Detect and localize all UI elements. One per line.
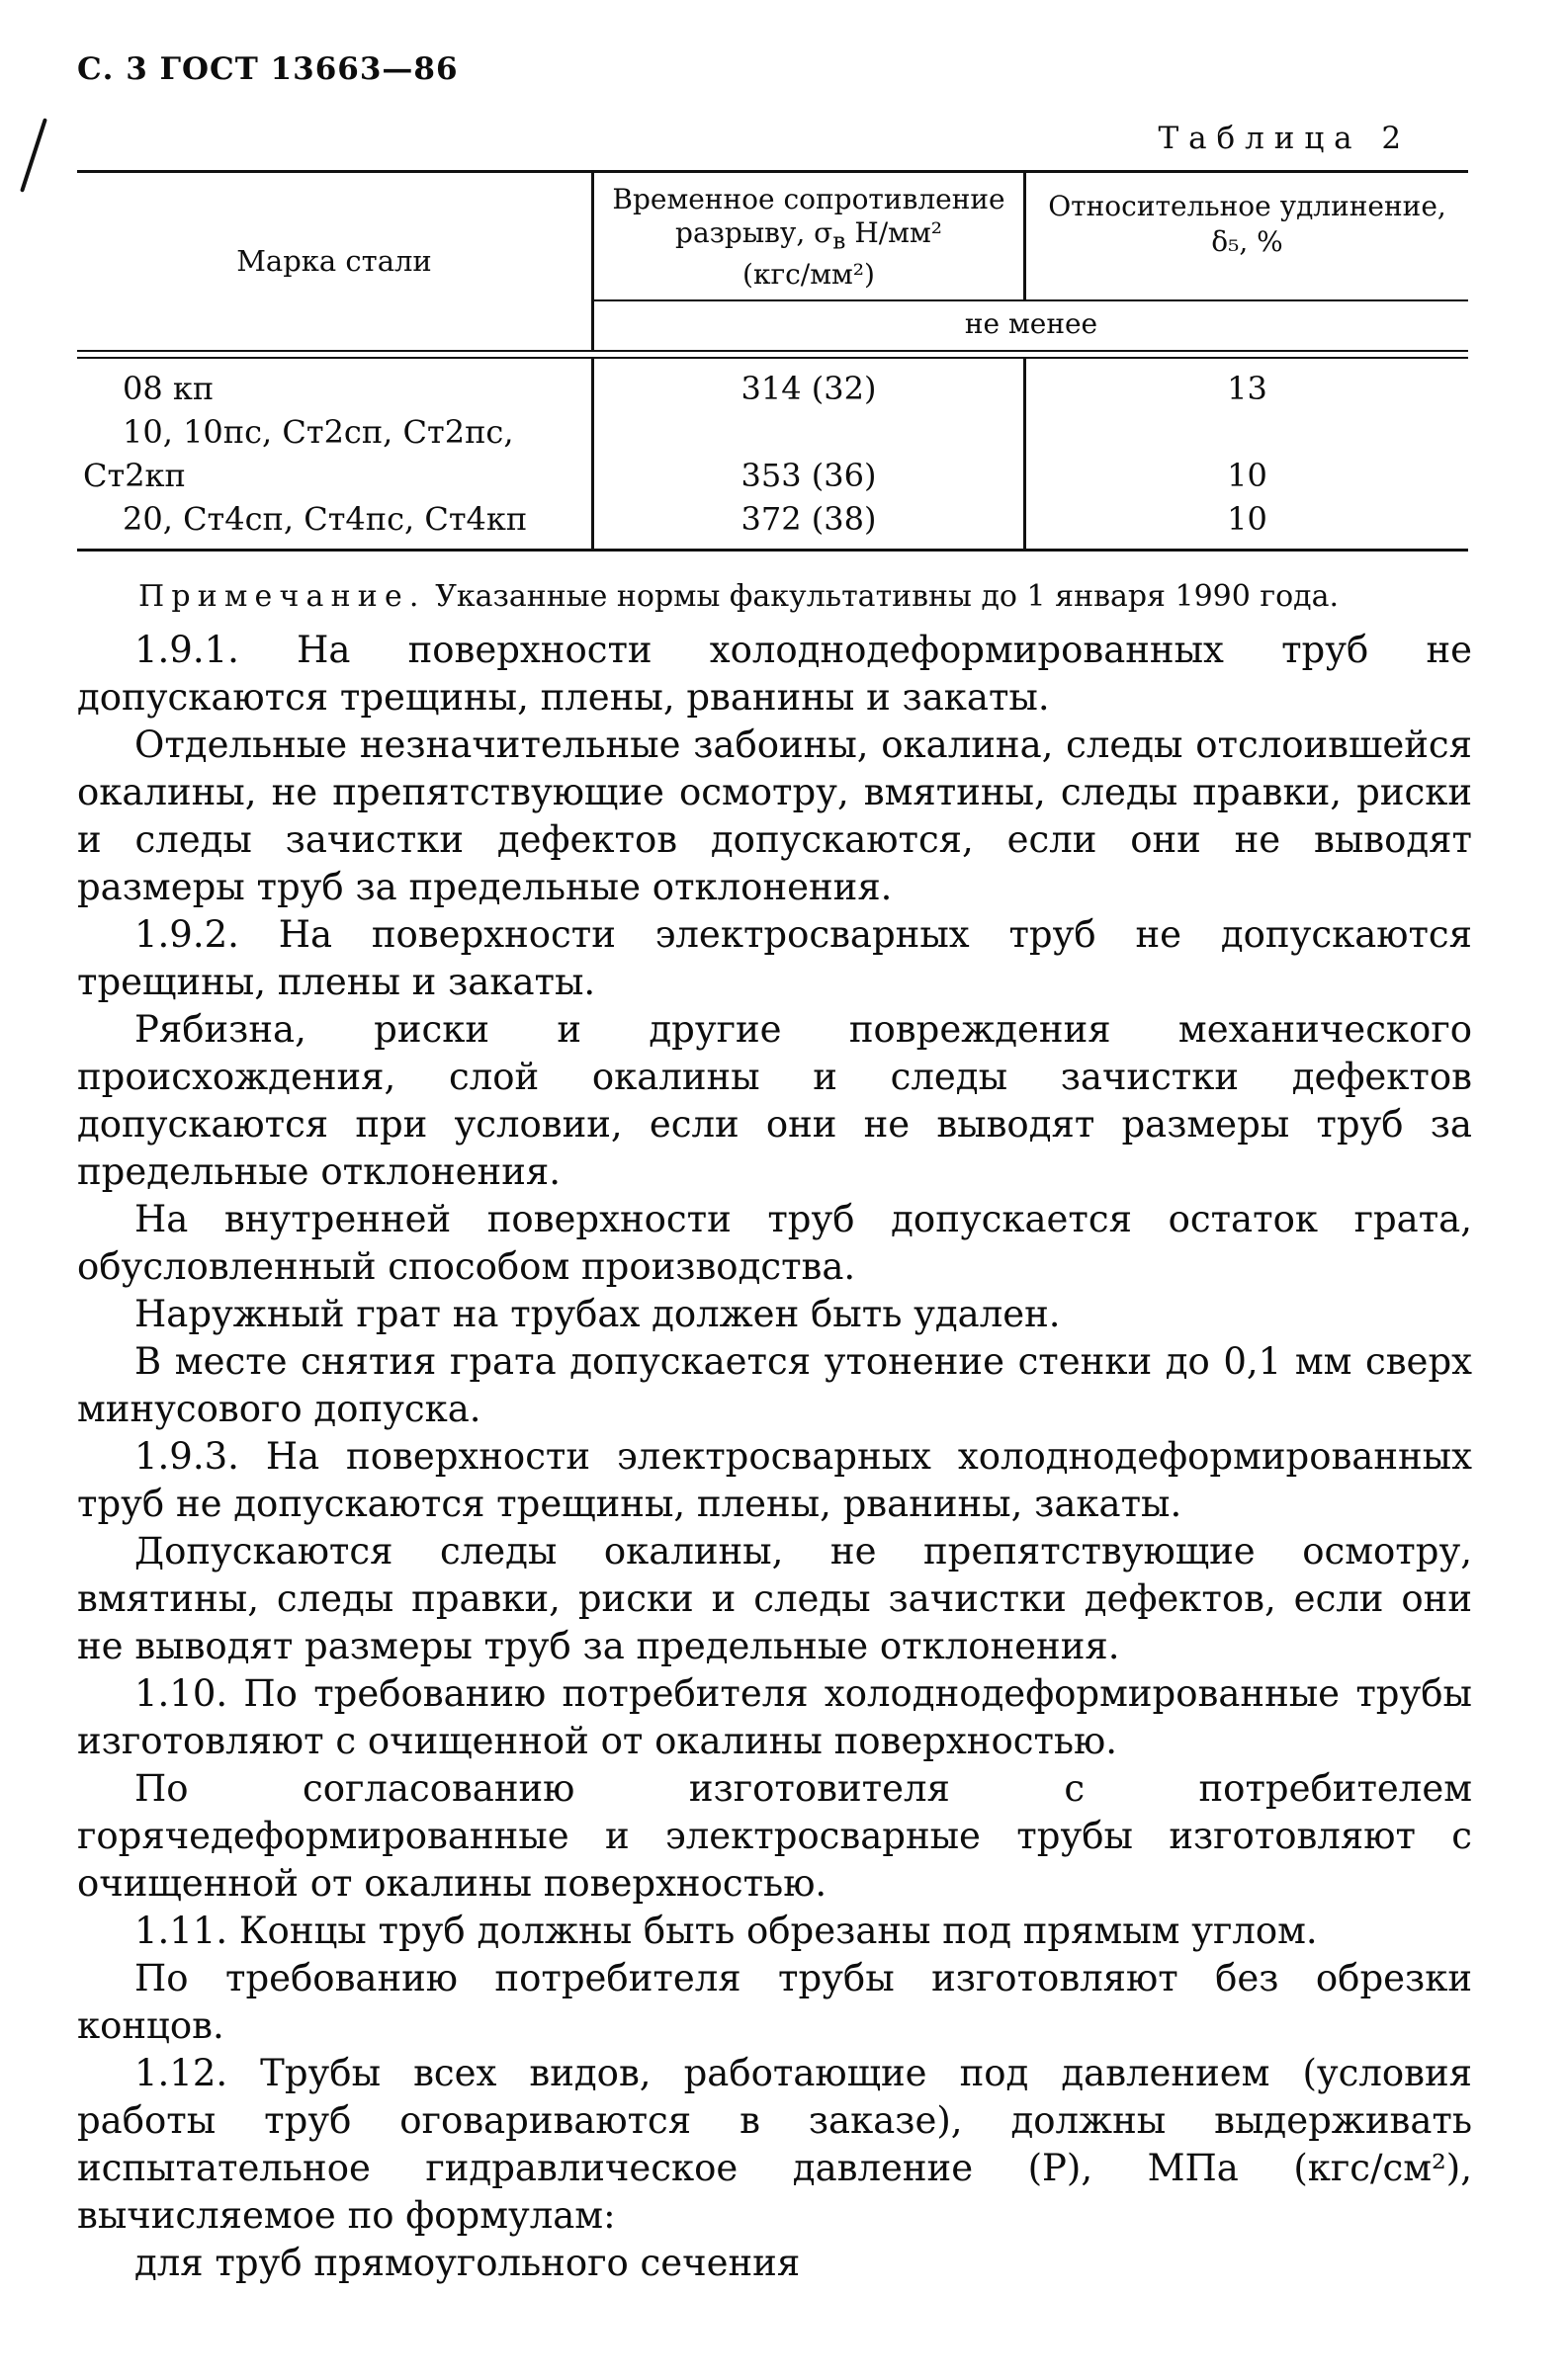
tensile-header-line2b: Н/мм² bbox=[845, 216, 942, 249]
elongation-header-line2: δ₅, % bbox=[1211, 225, 1283, 258]
table-header bbox=[77, 173, 1468, 350]
column-header-elongation bbox=[1026, 173, 1468, 299]
table-row bbox=[77, 497, 1468, 549]
table-double-rule bbox=[77, 350, 1468, 359]
paragraph: 1.12. Трубы всех видов, работающие под давлением (условия работы труб оговариваются в заказе), должны выдерживать испытательное гидравлическое давление (Р), МПа (кгс/см²), вычисляемое по формулам: bbox=[77, 2051, 1472, 2237]
tensile-header-line2 bbox=[604, 216, 1013, 258]
table-row bbox=[77, 410, 1468, 454]
paragraph: По требованию потребителя трубы изготовляют без обрезки концов. bbox=[77, 1956, 1472, 2047]
paragraph: для труб прямоугольного сечения bbox=[134, 2241, 801, 2284]
note-label: Примечание. bbox=[138, 578, 426, 614]
cell-tensile-strength: 372 (38) bbox=[594, 497, 1026, 549]
cell-elongation: 10 bbox=[1227, 499, 1267, 538]
table-body bbox=[77, 359, 1468, 549]
page-header: С. 3 ГОСТ 13663—86 bbox=[77, 51, 459, 87]
cell-steel-grade: 08 кп bbox=[77, 359, 594, 410]
cell-tensile-strength: 314 (32) bbox=[594, 359, 1026, 410]
cell-elongation: 10 bbox=[1227, 456, 1267, 494]
document-body bbox=[77, 627, 1472, 2287]
table-subheader-not-less-than: не менее bbox=[594, 299, 1468, 350]
elongation-header-line1: Относительное удлинение, bbox=[1048, 190, 1446, 222]
paragraph: Наружный грат на трубах должен быть удален. bbox=[134, 1292, 1061, 1335]
cell-steel-grade: 20, Ст4сп, Ст4пс, Ст4кп bbox=[77, 497, 594, 549]
paragraph: 1.9.2. На поверхности электросварных труб не допускаются трещины, плены и закаты. bbox=[77, 912, 1472, 1003]
tensile-header-line3: (кгс/мм²) bbox=[742, 257, 875, 291]
table-2 bbox=[77, 170, 1468, 552]
cell-tensile-strength: 353 (36) bbox=[594, 454, 1026, 497]
cell-tensile-strength bbox=[594, 410, 1026, 454]
paragraph: Отдельные незначительные забоины, окалина, следы отслоившейся окалины, не препятствующие осмотру, вмятины, следы правки, риски и следы зачистки дефектов допускаются, если они не выводят размеры труб за предельные отклонения. bbox=[77, 722, 1472, 908]
cell-elongation: 13 bbox=[1227, 369, 1267, 407]
paragraph: В месте снятия грата допускается утонение стенки до 0,1 мм сверх минусового допуска. bbox=[77, 1339, 1472, 1430]
cell-steel-grade: 10, 10пс, Ст2сп, Ст2пс, bbox=[77, 410, 594, 454]
cell-steel-grade: Ст2кп bbox=[77, 454, 594, 497]
table-header-right bbox=[594, 173, 1468, 350]
paragraph: Допускаются следы окалины, не препятствующие осмотру, вмятины, следы правки, риски и следы зачистки дефектов, если они не выводят размеры труб за предельные отклонения. bbox=[77, 1529, 1472, 1667]
cell-elongation bbox=[1026, 410, 1468, 454]
table-note bbox=[77, 577, 1468, 617]
column-header-tensile-strength bbox=[594, 173, 1026, 299]
tensile-header-line1: Временное сопротивление bbox=[612, 183, 1005, 215]
column-header-steel-grade bbox=[77, 173, 594, 350]
paragraph: 1.9.1. На поверхности холоднодеформированных труб не допускаются трещины, плены, рванины и закаты. bbox=[77, 628, 1472, 719]
paragraph: 1.9.3. На поверхности электросварных холоднодеформированных труб не допускаются трещины, плены, рванины, закаты. bbox=[77, 1434, 1472, 1525]
column-header-steel-grade-label: Марка стали bbox=[236, 244, 432, 279]
table-caption: Таблица 2 bbox=[1158, 121, 1411, 156]
paragraph: По согласованию изготовителя с потребителем горячедеформированные и электросварные трубы изготовляют с очищенной от окалины поверхностью. bbox=[77, 1766, 1472, 1905]
paragraph: Рябизна, риски и другие повреждения механического происхождения, слой окалины и следы зачистки дефектов допускаются при условии, если они не выводят размеры труб за предельные отклонения. bbox=[77, 1007, 1472, 1193]
tensile-header-sub: в bbox=[832, 226, 846, 255]
paragraph: На внутренней поверхности труб допускается остаток грата, обусловленный способом производства. bbox=[77, 1197, 1472, 1288]
note-text: Указанные нормы факультативны до 1 января 1990 года. bbox=[425, 578, 1340, 614]
tensile-header-line2a: разрыву, σ bbox=[675, 216, 833, 249]
table-row bbox=[77, 454, 1468, 497]
paragraph: 1.11. Концы труб должны быть обрезаны под прямым углом. bbox=[134, 1909, 1318, 1952]
paragraph: 1.10. По требованию потребителя холоднодеформированные трубы изготовляют с очищенной от окалины поверхностью. bbox=[77, 1671, 1472, 1762]
table-row bbox=[77, 359, 1468, 410]
table-header-right-top bbox=[594, 173, 1468, 299]
